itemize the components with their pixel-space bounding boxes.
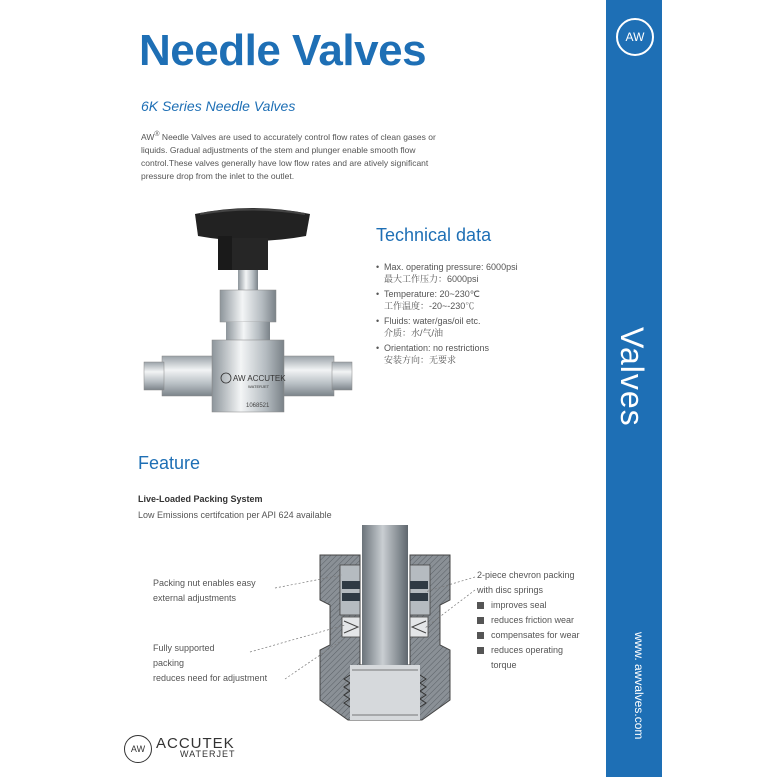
square-bullet-icon bbox=[477, 602, 484, 609]
aw-circle-logo-icon: AW bbox=[124, 735, 152, 763]
benefit-list bbox=[477, 598, 580, 673]
feature-heading: Feature bbox=[138, 453, 201, 473]
benefit-item: improves seal bbox=[477, 598, 580, 613]
tech-item-pressure: • Max. operating pressure: 6000psi 最大工作压力：6000psi bbox=[376, 262, 518, 284]
feature-subtitle: Low Emissions certifcation per API 624 available bbox=[138, 510, 332, 520]
feature-title: Live-Loaded Packing System bbox=[138, 494, 263, 504]
body-logo: AW ACCUTEK bbox=[233, 374, 286, 383]
serial-number: 1068521 bbox=[246, 403, 270, 409]
callout-chevron-packing: 2-piece chevron packing with disc springs bbox=[477, 570, 575, 595]
square-bullet-icon bbox=[477, 617, 484, 624]
benefit-item-cont: torque bbox=[491, 660, 517, 670]
footer-logo-main: ACCUTEK bbox=[156, 735, 235, 752]
callout-fully-supported: Fully supported packing reduces need for adjustment bbox=[153, 643, 268, 683]
website-link[interactable]: www. awvalves.com bbox=[632, 632, 646, 740]
footer-logo-sub: WATERJET bbox=[180, 749, 236, 759]
page-subtitle: 6K Series Needle Valves bbox=[141, 98, 296, 114]
benefit-item: reduces operating bbox=[477, 643, 580, 658]
benefit-item: compensates for wear bbox=[477, 628, 580, 643]
tech-item-temperature: • Temperature: 20~230℃ 工作温度：-20~-230℃ bbox=[376, 289, 480, 311]
intro-brand: AW bbox=[141, 131, 155, 142]
side-band bbox=[606, 0, 662, 777]
page-title: Needle Valves bbox=[139, 26, 427, 75]
square-bullet-icon bbox=[477, 647, 484, 654]
benefit-item: reduces friction wear bbox=[477, 613, 580, 628]
category-label: Valves bbox=[614, 327, 650, 427]
tech-item-orientation: • Orientation: no restrictions 安装方向：无要求 bbox=[376, 343, 490, 365]
callout-packing-nut: Packing nut enables easy external adjustments bbox=[153, 578, 256, 603]
tech-item-fluids: • Fluids: water/gas/oil etc. 介质：水/气/油 bbox=[376, 316, 481, 338]
footer-logo bbox=[124, 735, 236, 763]
intro-text: Needle Valves are used to accurately control flow rates of clean gases or liquids. Gradual adjustments of the stem and plunger enable smooth flow control.These valves generally have low flow rates and are atively significant pressure drop from the inlet to the outlet. bbox=[141, 131, 436, 181]
square-bullet-icon bbox=[477, 632, 484, 639]
registered-mark: ® bbox=[154, 131, 160, 138]
technical-data-heading: Technical data bbox=[376, 225, 492, 245]
body-logo-sub: WATERJET bbox=[248, 384, 270, 389]
aw-logo-icon: AW bbox=[616, 18, 654, 56]
